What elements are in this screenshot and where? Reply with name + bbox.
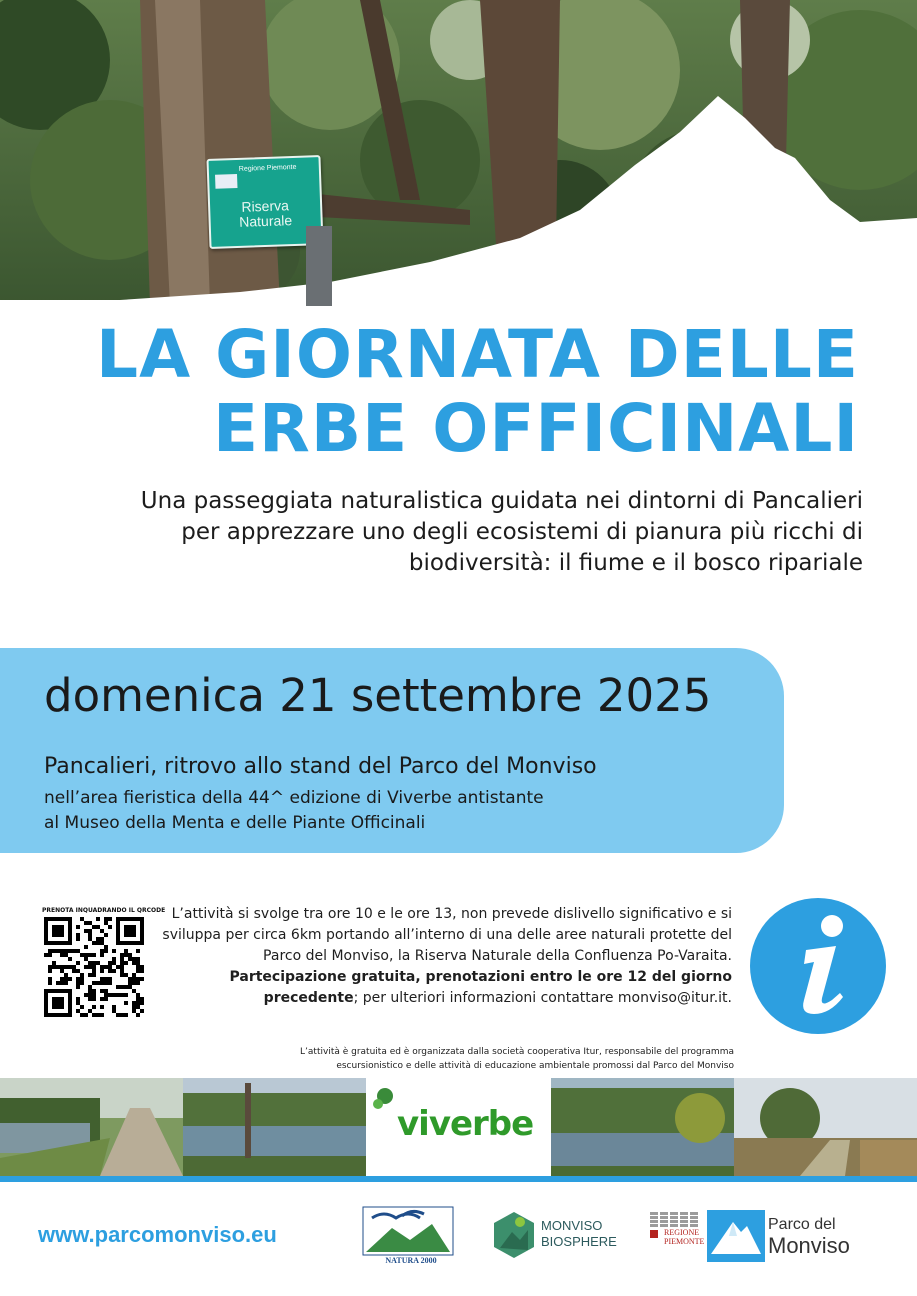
title-line-1: LA GIORNATA DELLE — [96, 316, 859, 393]
hero-photo — [0, 0, 917, 305]
sign-pole — [306, 226, 332, 306]
strip-photo-1 — [0, 1078, 183, 1176]
info-icon — [748, 896, 888, 1036]
parco-label-line-2: Monviso — [768, 1233, 850, 1258]
website-link[interactable]: www.parcomonviso.eu — [38, 1222, 277, 1247]
biosphere-line-2: BIOSPHERE — [541, 1234, 617, 1249]
parco-monviso-logo — [707, 1210, 765, 1262]
forest-photo — [0, 0, 917, 305]
footer-divider — [0, 1176, 917, 1182]
title-line-2: ERBE OFFICINALI — [212, 390, 859, 467]
sign-small-text: Regione Piemonte — [238, 163, 297, 173]
poster-subtitle — [43, 486, 863, 579]
parco-label-line-1: Parco del — [768, 1216, 836, 1233]
regione-line-2: PIEMONTE — [664, 1237, 705, 1246]
subtitle-line-3: biodiversità: il fiume e il bosco ripariale — [408, 550, 863, 576]
booking-qr-code[interactable] — [42, 917, 146, 1017]
sign-main-text: Riserva Naturale — [238, 197, 293, 230]
strip-photo-2 — [183, 1078, 366, 1176]
info-line-2: sviluppa per circa 6km portando all’interno di una delle aree naturali protette del — [162, 927, 732, 943]
event-place-detail — [44, 786, 544, 836]
natura-2000-logo — [362, 1206, 454, 1256]
biosphere-label — [541, 1218, 617, 1250]
fine-line-2: escursionistico e delle attività di educazione ambientale promossi dal Parco del Monviso — [336, 1061, 734, 1071]
biosphere-line-1: MONVISO — [541, 1218, 603, 1233]
subtitle-line-2: per apprezzare uno degli ecosistemi di pianura più ricchi di — [181, 519, 863, 545]
event-date: domenica 21 settembre 2025 — [44, 669, 712, 722]
info-contact: ; per ulteriori informazioni contattare monviso@itur.it. — [353, 990, 732, 1006]
info-line-3: Parco del Monviso, la Riserva Naturale della Confluenza Po-Varaita. — [263, 948, 732, 964]
fine-line-1: L’attività è gratuita ed è organizzata dalla società cooperativa Itur, responsabile del programma — [300, 1047, 734, 1057]
regione-logo-icon — [215, 174, 237, 189]
regione-line-1: REGIONE — [664, 1228, 700, 1237]
info-bold-2: precedente — [263, 990, 354, 1006]
strip-photo-4 — [734, 1078, 917, 1176]
subtitle-line-1: Una passeggiata naturalistica guidata nei dintorni di Pancalieri — [140, 488, 863, 514]
regione-label — [664, 1228, 704, 1246]
qr-label: PRENOTA INQUADRANDO IL QRCODE — [42, 907, 166, 914]
poster-title — [96, 318, 859, 466]
info-line-1: L’attività si svolge tra ore 10 e le ore 13, non prevede dislivello significativo e si — [171, 906, 732, 922]
event-place-detail-2: al Museo della Menta e delle Piante Officinali — [44, 813, 426, 833]
natura-2000-label: NATURA 2000 — [385, 1256, 437, 1265]
info-bold-1: Partecipazione gratuita, prenotazioni entro le ore 12 del giorno — [229, 969, 732, 985]
event-place-main: Pancalieri, ritrovo allo stand del Parco del Monviso — [44, 754, 597, 779]
event-place-detail-1: nell’area fieristica della 44^ edizione di Viverbe antistante — [44, 788, 544, 808]
viverbe-logo: viverbe — [397, 1104, 534, 1144]
strip-photo-3 — [551, 1078, 734, 1176]
booking-info — [142, 904, 732, 1009]
monviso-biosphere-logo — [492, 1210, 536, 1260]
organizer-note — [174, 1045, 734, 1073]
